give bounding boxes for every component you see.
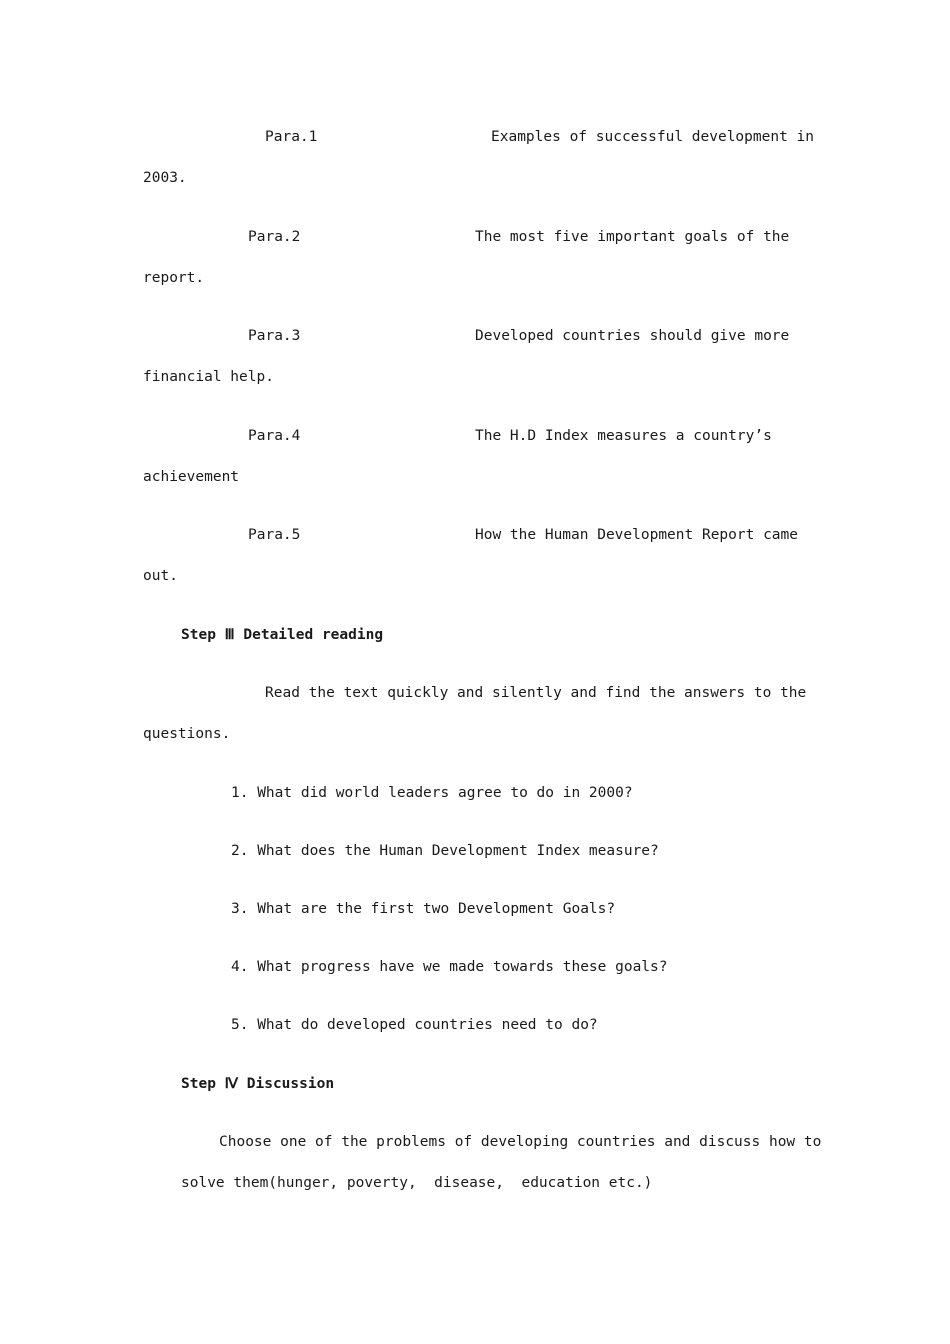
step3-instruction: Read the text quickly and silently and find the answers to the xyxy=(265,685,807,701)
question-item: 4. What progress have we made towards these goals? xyxy=(231,959,668,975)
question-item: 2. What does the Human Development Index measure? xyxy=(231,843,659,859)
step3-heading: Step Ⅲ Detailed reading xyxy=(181,627,384,643)
step4-heading: Step Ⅳ Discussion xyxy=(181,1076,335,1092)
para-label: Para.5 xyxy=(248,527,301,543)
para-summary: How the Human Development Report came xyxy=(475,527,799,543)
question-item: 1. What did world leaders agree to do in 2000? xyxy=(231,785,633,801)
para-summary: The H.D Index measures a country’s xyxy=(475,428,772,444)
para-summary: The most five important goals of the xyxy=(475,229,790,245)
para-summary-continuation: 2003. xyxy=(143,170,187,186)
para-summary-continuation: out. xyxy=(143,568,178,584)
para-summary-continuation: achievement xyxy=(143,469,240,485)
para-label: Para.4 xyxy=(248,428,301,444)
para-label: Para.3 xyxy=(248,328,301,344)
para-label: Para.1 xyxy=(265,129,318,145)
para-summary: Developed countries should give more xyxy=(475,328,790,344)
para-summary: Examples of successful development in xyxy=(491,129,815,145)
step4-text-continuation: solve them(hunger, poverty, disease, education etc.) xyxy=(181,1175,653,1191)
question-item: 3. What are the first two Development Goals? xyxy=(231,901,616,917)
para-summary-continuation: financial help. xyxy=(143,369,274,385)
step4-text: Choose one of the problems of developing countries and discuss how to xyxy=(219,1134,822,1150)
step3-instruction-continuation: questions. xyxy=(143,726,231,742)
para-summary-continuation: report. xyxy=(143,270,205,286)
question-item: 5. What do developed countries need to do? xyxy=(231,1017,598,1033)
para-label: Para.2 xyxy=(248,229,301,245)
